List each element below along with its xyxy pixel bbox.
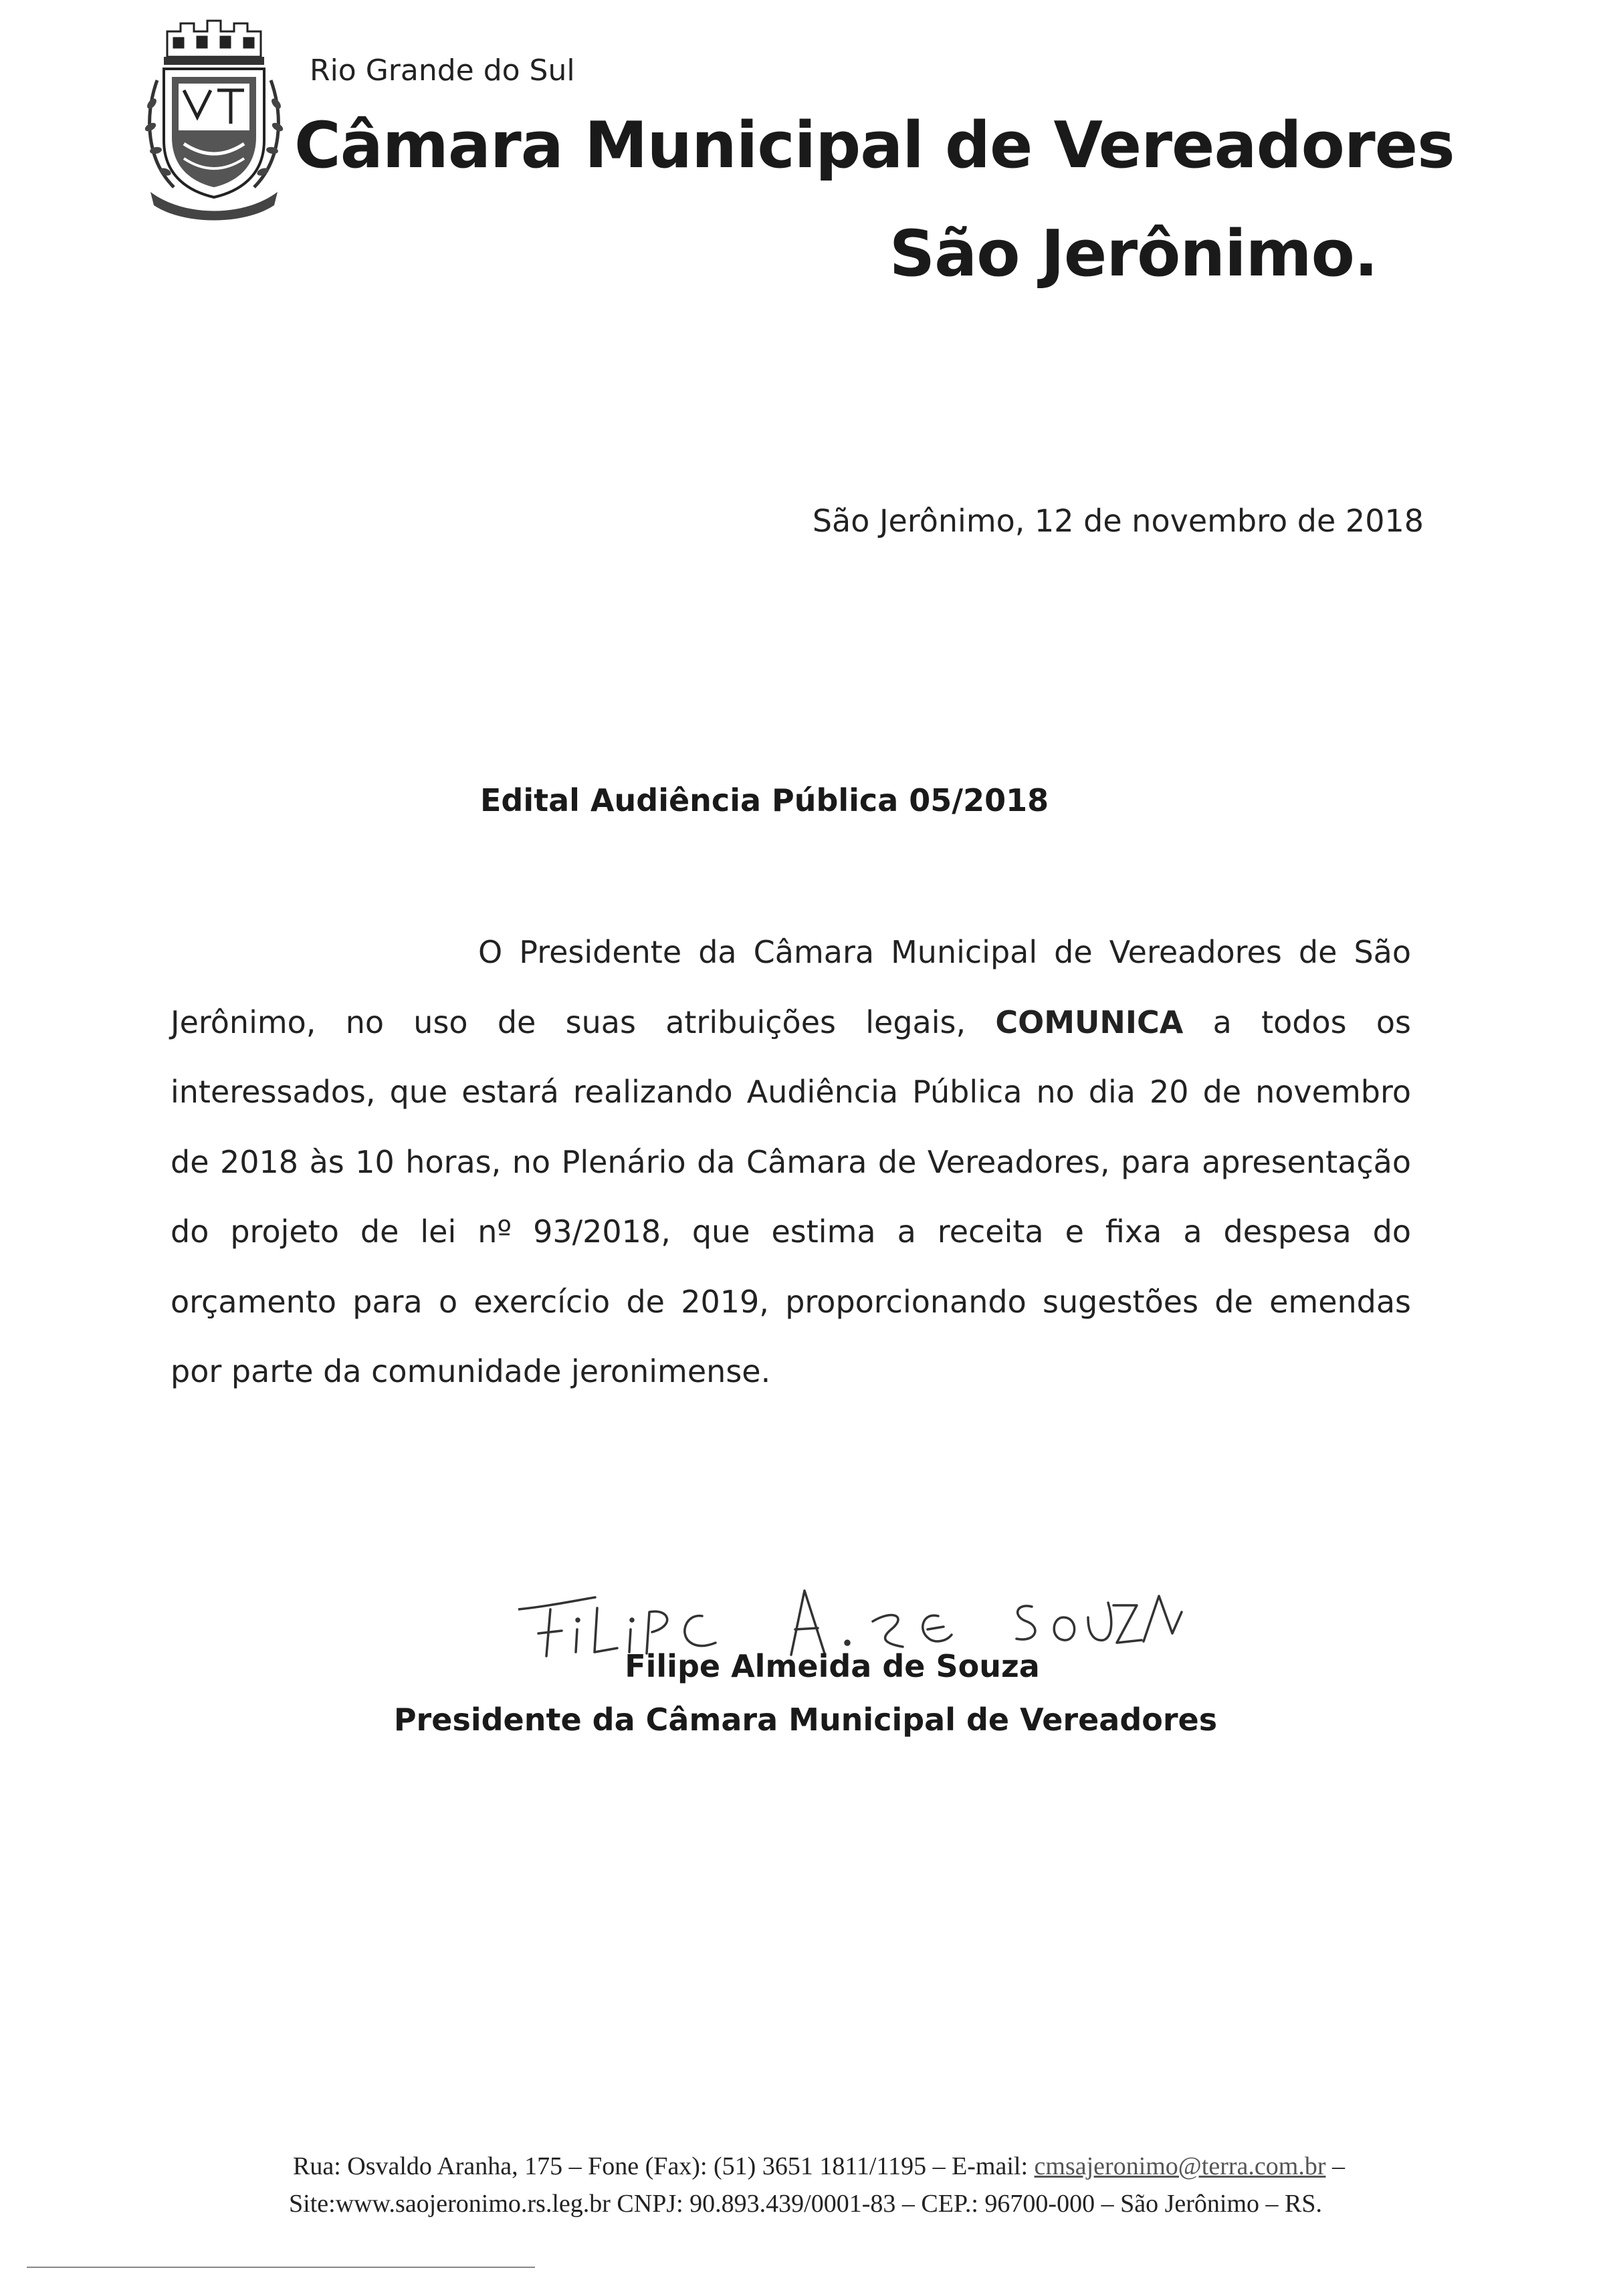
footer-email-link[interactable]: cmsajeronimo@terra.com.br <box>1034 2152 1326 2180</box>
municipal-coat-of-arms-logo <box>144 17 284 221</box>
footer-line1-end: – <box>1325 2152 1345 2180</box>
body-text-part1: O Presidente da Câmara Municipal de Vereadores de São Jerônimo, no uso de suas atribuições legais, <box>171 934 1411 1040</box>
signer-name: Filipe Almeida de Souza <box>625 1648 1040 1684</box>
state-name: Rio Grande do Sul <box>310 53 575 88</box>
document-title: Edital Audiência Pública 05/2018 <box>480 782 1049 818</box>
bottom-divider <box>27 2267 535 2268</box>
footer-line-1 <box>0 2148 1611 2185</box>
body-paragraph <box>171 917 1411 1407</box>
signer-role: Presidente da Câmara Municipal de Vereadores <box>393 1702 1218 1738</box>
footer-contact <box>0 2148 1611 2222</box>
organization-name: Câmara Municipal de Vereadores <box>294 109 1455 183</box>
footer-address: Rua: Osvaldo Aranha, 175 – Fone (Fax): (51) 3651 1811/1195 – E-mail: <box>293 2152 1029 2180</box>
city-name: São Jerônimo. <box>889 217 1378 291</box>
body-text-part2: a todos os interessados, que estará realizando Audiência Pública no dia 20 de novembro de 2018 às 10 horas, no Plenário da Câmara de Vereadores, para apresentação do projeto de lei nº 93/2018, que estima a receita e fixa a despesa do orçamento para o exercício de 2019, proporcionando sugestões de emendas por parte da comunidade jeronimense. <box>171 1004 1411 1389</box>
footer-line-2: Site:www.saojeronimo.rs.leg.br CNPJ: 90.893.439/0001-83 – CEP.: 96700-000 – São Jerônimo – RS. <box>289 2190 1322 2218</box>
date-line: São Jerônimo, 12 de novembro de 2018 <box>812 503 1424 539</box>
body-emphasis: COMUNICA <box>995 1004 1184 1040</box>
